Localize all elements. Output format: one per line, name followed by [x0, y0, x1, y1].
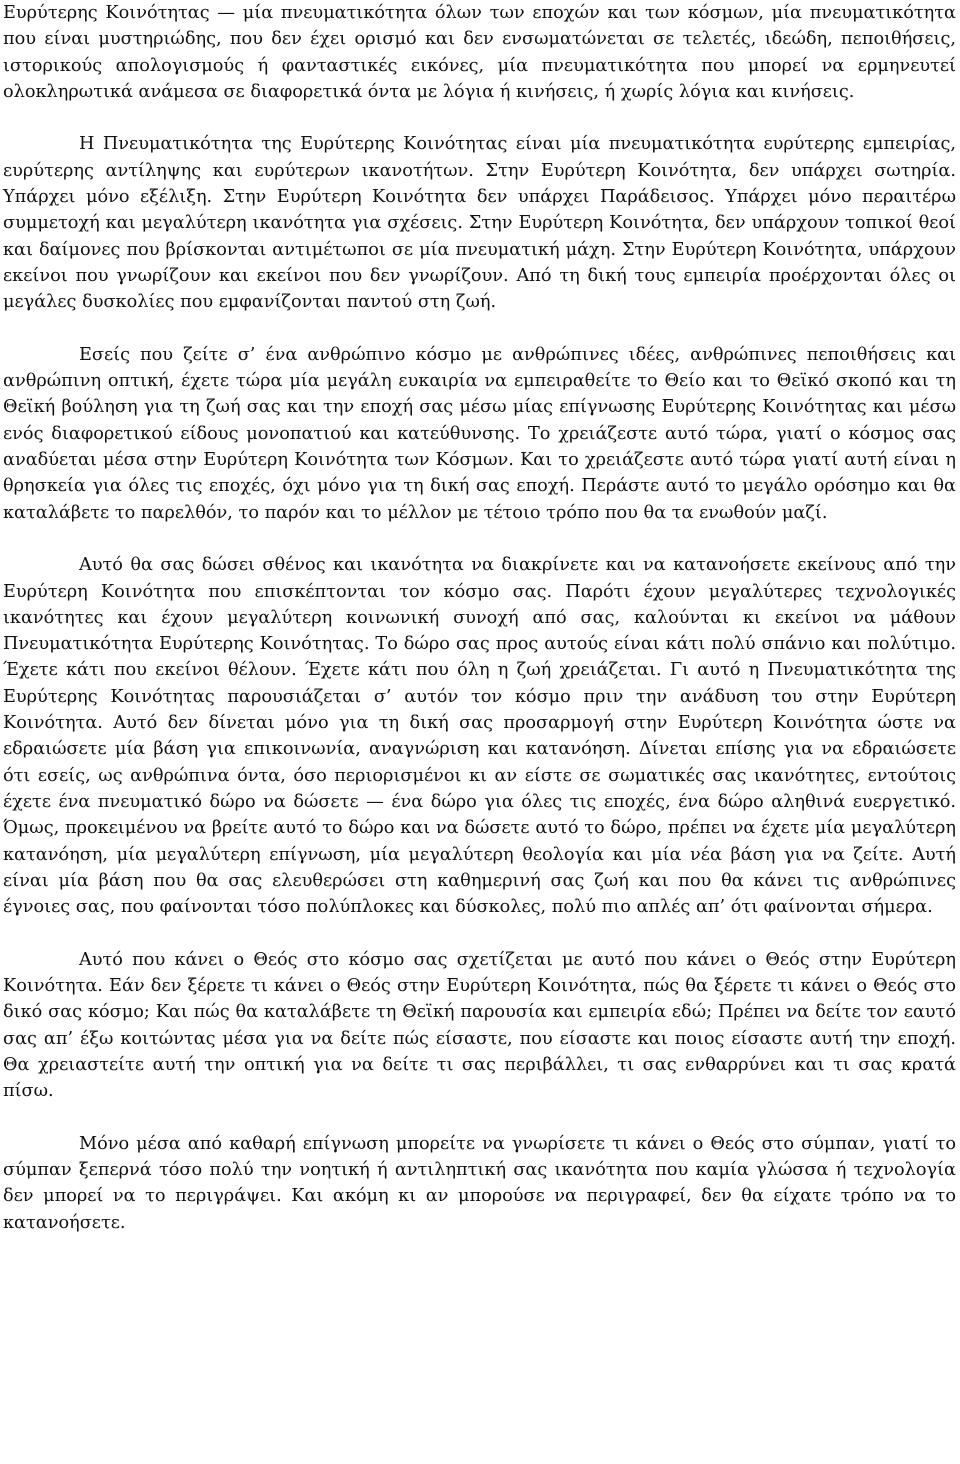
paragraph-1: Ευρύτερης Κοινότητας — μία πνευματικότητα όλων των εποχών και των κόσμων, μία πνευματικότητα που είναι μυστηριώδης, που δεν έχει ορισμό και δεν ενσωματώνεται σε τελετές, ιδεώδη, πεποιθήσεις, ιστορικούς απολογισμούς ή φανταστικές εικόνες, μία πνευματικότητα που μπορεί να ερμηνευτεί ολοκληρωτικά ανάμεσα σε διαφορετικά όντα με λόγια ή κινήσεις, ή χωρίς λόγια και κινήσεις. [3, 3, 956, 102]
paragraph-5: Αυτό που κάνει ο Θεός στο κόσμο σας σχετίζεται με αυτό που κάνει ο Θεός στην Ευρύτερη Κοινότητα. Εάν δεν ξέρετε τι κάνει ο Θεός στην Ευρύτερη Κοινότητα, πώς θα ξέρετε τι κάνει ο Θεός στο δικό σας κόσμο; Και πώς θα καταλάβετε τη Θεϊκή παρουσία και εμπειρία εδώ; Πρέπει να δείτε τον εαυτό σας απ’ έξω κοιτώντας μέσα για να δείτε πώς είσαστε, που είσαστε και ποιος είσαστε αυτή την εποχή. Θα χρειαστείτε αυτή την οπτική για να δείτε τι σας περιβάλλει, τι σας ενθαρρύνει και τι σας κρατά πίσω. [3, 949, 956, 1102]
document-body [3, 0, 956, 1236]
paragraph-3: Εσείς που ζείτε σ’ ένα ανθρώπινο κόσμο με ανθρώπινες ιδέες, ανθρώπινες πεποιθήσεις και ανθρώπινη οπτική, έχετε τώρα μία μεγάλη ευκαιρία να εμπειραθείτε το Θείο και το Θεϊκό σκοπό και τη Θεϊκή βούληση για τη ζωή σας και την εποχή σας μέσω μίας επίγνωσης Ευρύτερης Κοινότητας και μέσω ενός διαφορετικού είδους μονοπατιού και κατεύθυνσης. Το χρειάζεστε αυτό τώρα, γιατί ο κόσμος σας αναδύεται μέσα στην Ευρύτερη Κοινότητα των Κόσμων. Και το χρειάζεστε αυτό τώρα γιατί αυτή είναι η θρησκεία για όλες τις εποχές, όχι μόνο για τη δική σας εποχή. Περάστε αυτό το μεγάλο ορόσημο και θα καταλάβετε το παρελθόν, το παρόν και το μέλλον με τέτοιο τρόπο που θα τα ενωθούν μαζί. [3, 344, 956, 523]
paragraph-2: Η Πνευματικότητα της Ευρύτερης Κοινότητας είναι μία πνευματικότητα ευρύτερης εμπειρίας, ευρύτερης αντίληψης και ευρύτερων ικανοτήτων. Στην Ευρύτερη Κοινότητα, δεν υπάρχει σωτηρία. Υπάρχει μόνο εξέλιξη. Στην Ευρύτερη Κοινότητα δεν υπάρχει Παράδεισος. Υπάρχει μόνο περαιτέρω συμμετοχή και μεγαλύτερη ικανότητα για σχέσεις. Στην Ευρύτερη Κοινότητα, δεν υπάρχουν τοπικοί θεοί και δαίμονες που βρίσκονται αντιμέτωποι σε μία πνευματική μάχη. Στην Ευρύτερη Κοινότητα, υπάρχουν εκείνοι που γνωρίζουν και εκείνοι που δεν γνωρίζουν. Από τη δική τους εμπειρία προέρχονται όλες οι μεγάλες δυσκολίες που εμφανίζονται παντού στη ζωή. [3, 134, 956, 313]
paragraph-6: Μόνο μέσα από καθαρή επίγνωση μπορείτε να γνωρίσετε τι κάνει ο Θεός στο σύμπαν, γιατί το σύμπαν ξεπερνά τόσο πολύ την νοητική ή αντιληπτική σας ικανότητα που καμία γλώσσα ή τεχνολογία δεν μπορεί να το περιγράψει. Και ακόμη κι αν μπορούσε να περιγραφεί, δεν θα είχατε τρόπο να το κατανοήσετε. [3, 1133, 956, 1233]
paragraph-4: Αυτό θα σας δώσει σθένος και ικανότητα να διακρίνετε και να κατανοήσετε εκείνους από την Ευρύτερη Κοινότητα που επισκέπτονται τον κόσμο σας. Παρότι έχουν μεγαλύτερες τεχνολογικές ικανότητες και έχουν μεγαλύτερη κοινωνική συνοχή από σας, καλούνται κι εκείνοι να μάθουν Πνευματικότητα Ευρύτερης Κοινότητας. Το δώρο σας προς αυτούς είναι κάτι πολύ σπάνιο και πολύτιμο. Έχετε κάτι που εκείνοι θέλουν. Έχετε κάτι που όλη η ζωή χρειάζεται. Γι αυτό η Πνευματικότητα της Ευρύτερης Κοινότητας παρουσιάζεται σ’ αυτόν τον κόσμο πριν την ανάδυση του στην Ευρύτερη Κοινότητα. Αυτό δεν δίνεται μόνο για τη δική σας προσαρμογή στην Ευρύτερη Κοινότητα ώστε να εδραιώσετε μία βάση για επικοινωνία, αναγνώριση και κατανόηση. Δίνεται επίσης για να εδραιώσετε ότι εσείς, ως ανθρώπινα όντα, όσο περιορισμένοι κι αν είστε σε σωματικές σας ικανότητες, εντούτοις έχετε ένα πνευματικό δώρο να δώσετε — ένα δώρο για όλες τις εποχές, ένα δώρο αληθινά ευεργετικό. Όμως, προκειμένου να βρείτε αυτό το δώρο και να δώσετε αυτό το δώρο, πρέπει να έχετε μία μεγαλύτερη κατανόηση, μία μεγαλύτερη επίγνωση, μία μεγαλύτερη θεολογία και μία νέα βάση για να ζείτε. Αυτή είναι μία βάση που θα σας ελευθερώσει στη καθημερινή σας ζωή και που θα κάνει τις ανθρώπινες έγνοιες σας, που φαίνονται τόσο πολύπλοκες και δύσκολες, πολύ πιο απλές απ’ ότι φαίνονται σήμερα. [3, 555, 956, 918]
